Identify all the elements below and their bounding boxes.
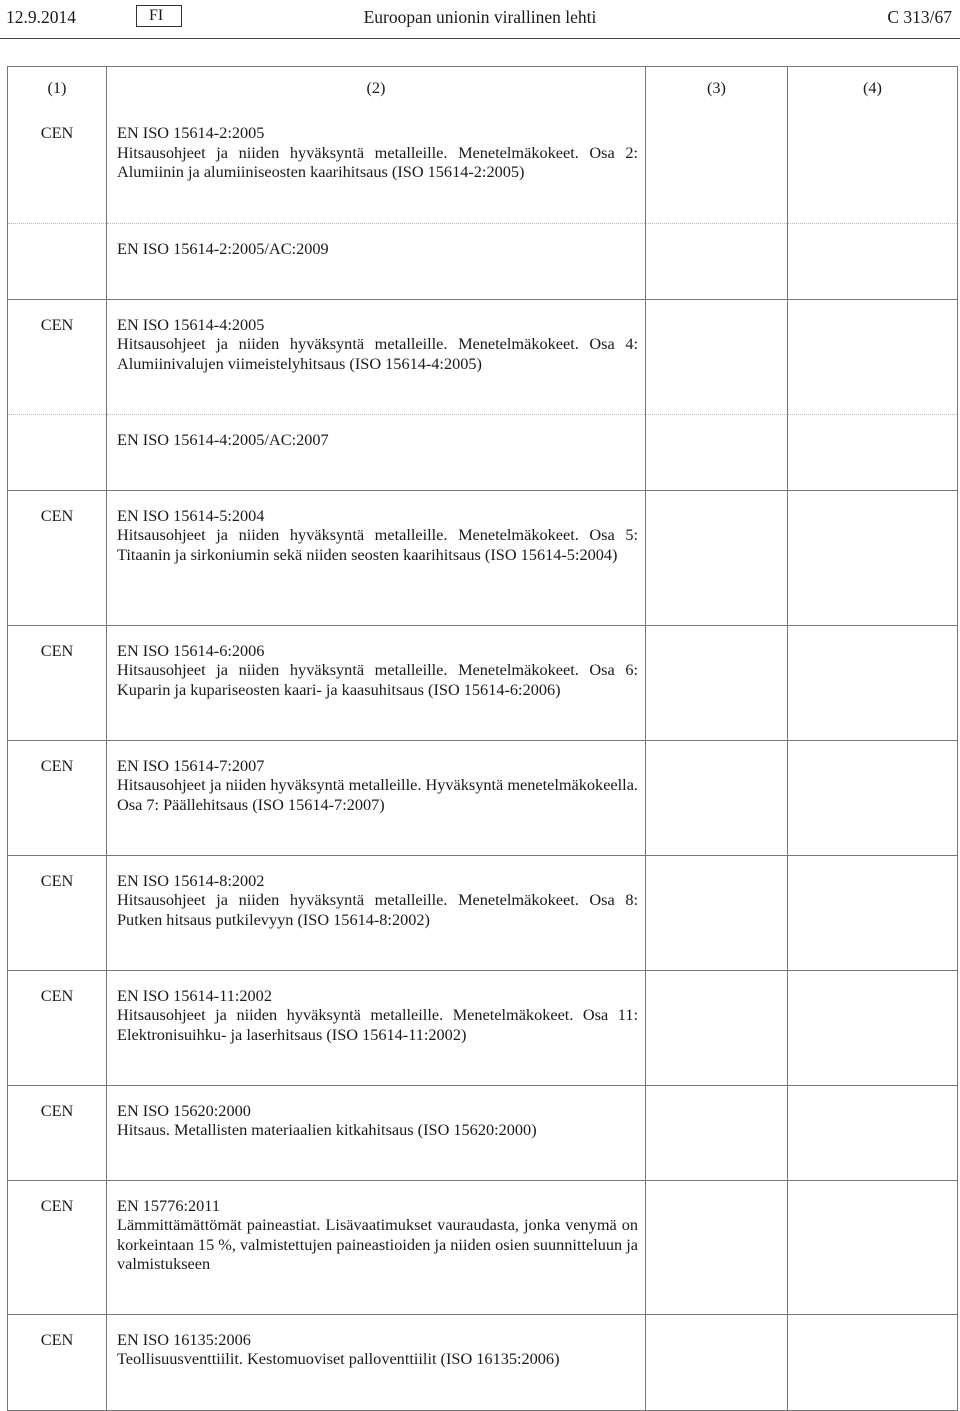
standard-cell	[107, 970, 646, 1085]
organisation-cell	[8, 414, 107, 490]
amendment-code: EN ISO 15614-4:2005/AC:2007	[117, 429, 329, 449]
table-row	[8, 970, 958, 1085]
standard-cell	[107, 108, 646, 223]
standard-title: Teollisuusventtiilit. Kestomuoviset palloventtiilit (ISO 16135:2006)	[117, 1349, 560, 1369]
header-divider	[0, 38, 960, 39]
reference-cell	[788, 490, 958, 625]
standard-code: EN ISO 15614-2:2005	[117, 123, 265, 142]
reference-cell	[788, 1085, 958, 1180]
date-of-cessation-cell	[646, 299, 788, 414]
standard-code: EN ISO 15614-7:2007	[117, 755, 265, 775]
table-row	[8, 855, 958, 970]
organisation-cell: CEN	[8, 740, 107, 855]
date-of-cessation-cell	[646, 625, 788, 740]
standard-code: EN ISO 15614-5:2004	[117, 505, 265, 525]
organisation-cell: CEN	[8, 625, 107, 740]
amendment-cell	[107, 414, 646, 490]
reference-cell	[788, 299, 958, 414]
reference-cell	[788, 625, 958, 740]
reference-cell	[788, 855, 958, 970]
organisation-cell: CEN	[8, 108, 107, 223]
organisation-cell	[8, 223, 107, 299]
standard-cell	[107, 625, 646, 740]
reference-cell	[788, 1314, 958, 1410]
standard-cell	[107, 299, 646, 414]
amendment-row	[8, 414, 958, 490]
standard-cell	[107, 855, 646, 970]
organisation-cell: CEN	[8, 855, 107, 970]
standard-code: EN ISO 15614-6:2006	[117, 640, 265, 660]
journal-title: Euroopan unionin virallinen lehti	[363, 7, 597, 27]
column-header-1: (1)	[8, 67, 107, 109]
standard-title: Hitsausohjeet ja niiden hyväksyntä metalleille. Menetelmäkokeet. Osa 5: Titaanin ja sirkoniumin sekä niiden seosten kaarihitsaus (ISO 15614-5:2004)	[117, 525, 638, 564]
page-header	[0, 0, 960, 36]
table-row	[8, 299, 958, 414]
reference-cell	[788, 970, 958, 1085]
organisation-cell: CEN	[8, 1314, 107, 1410]
table-row	[8, 1180, 958, 1314]
column-header-4: (4)	[788, 67, 958, 109]
organisation-cell: CEN	[8, 299, 107, 414]
amendment-row	[8, 223, 958, 299]
standard-title: Hitsausohjeet ja niiden hyväksyntä metalleille. Menetelmäkokeet. Osa 6: Kuparin ja kupariseosten kaari- ja kaasuhitsaus (ISO 15614-6:2006)	[117, 660, 638, 699]
organisation-cell: CEN	[8, 490, 107, 625]
column-header-row	[8, 67, 958, 109]
date-of-cessation-cell	[646, 970, 788, 1085]
date-of-cessation-cell	[646, 1314, 788, 1410]
column-header-3: (3)	[646, 67, 788, 109]
standard-title: Hitsausohjeet ja niiden hyväksyntä metalleille. Menetelmäkokeet. Osa 4: Alumiinivalujen viimeistelyhitsaus (ISO 15614-4:2005)	[117, 334, 638, 373]
organisation-cell: CEN	[8, 970, 107, 1085]
reference-cell	[788, 740, 958, 855]
standard-code: EN ISO 15614-4:2005	[117, 314, 265, 334]
standard-title: Hitsausohjeet ja niiden hyväksyntä metalleille. Menetelmäkokeet. Osa 11: Elektronisuihku- ja laserhitsaus (ISO 15614-11:2002)	[117, 1005, 638, 1044]
publication-date: 12.9.2014	[6, 7, 76, 27]
standard-title: Hitsausohjeet ja niiden hyväksyntä metalleille. Menetelmäkokeet. Osa 8: Putken hitsaus putkilevyyn (ISO 15614-8:2002)	[117, 890, 638, 929]
standard-code: EN ISO 15614-11:2002	[117, 985, 272, 1005]
standard-cell	[107, 490, 646, 625]
date-of-cessation-cell	[646, 855, 788, 970]
date-of-cessation-cell	[646, 108, 788, 223]
table-row	[8, 490, 958, 625]
language-badge: FI	[136, 5, 182, 27]
standard-title: Hitsausohjeet ja niiden hyväksyntä metalleille. Menetelmäkokeet. Osa 2: Alumiinin ja alumiiniseosten kaarihitsaus (ISO 15614-2:2005)	[117, 142, 638, 182]
date-of-cessation-cell	[646, 414, 788, 490]
date-of-cessation-cell	[646, 223, 788, 299]
standard-cell	[107, 1180, 646, 1314]
date-of-cessation-cell	[646, 490, 788, 625]
column-header-2: (2)	[107, 67, 646, 109]
standard-cell	[107, 1314, 646, 1410]
reference-cell	[788, 223, 958, 299]
amendment-cell	[107, 223, 646, 299]
standards-table	[7, 66, 958, 1411]
amendment-code: EN ISO 15614-2:2005/AC:2009	[117, 238, 329, 258]
reference-cell	[788, 108, 958, 223]
table-row	[8, 1314, 958, 1410]
organisation-cell: CEN	[8, 1085, 107, 1180]
page-number: C 313/67	[887, 7, 952, 27]
table-row	[8, 625, 958, 740]
standard-code: EN ISO 15614-8:2002	[117, 870, 265, 890]
standard-title: Hitsausohjeet ja niiden hyväksyntä metalleille. Hyväksyntä menetelmäkokeella. Osa 7: Päällehitsaus (ISO 15614-7:2007)	[117, 775, 638, 814]
date-of-cessation-cell	[646, 1180, 788, 1314]
date-of-cessation-cell	[646, 740, 788, 855]
organisation-cell: CEN	[8, 1180, 107, 1314]
standard-title: Lämmittämättömät paineastiat. Lisävaatimukset vauraudasta, jonka venymä on korkeintaan 15 %, valmistettujen paineastioiden ja niiden osien suunnitteluun ja valmistukseen	[117, 1215, 638, 1274]
table-row	[8, 740, 958, 855]
table-row	[8, 108, 958, 223]
standard-cell	[107, 740, 646, 855]
standard-code: EN ISO 15620:2000	[117, 1100, 251, 1120]
standard-code: EN ISO 16135:2006	[117, 1329, 251, 1349]
reference-cell	[788, 414, 958, 490]
standard-cell	[107, 1085, 646, 1180]
table-row	[8, 1085, 958, 1180]
date-of-cessation-cell	[646, 1085, 788, 1180]
reference-cell	[788, 1180, 958, 1314]
standard-code: EN 15776:2011	[117, 1195, 220, 1215]
standard-title: Hitsaus. Metallisten materiaalien kitkahitsaus (ISO 15620:2000)	[117, 1120, 537, 1140]
